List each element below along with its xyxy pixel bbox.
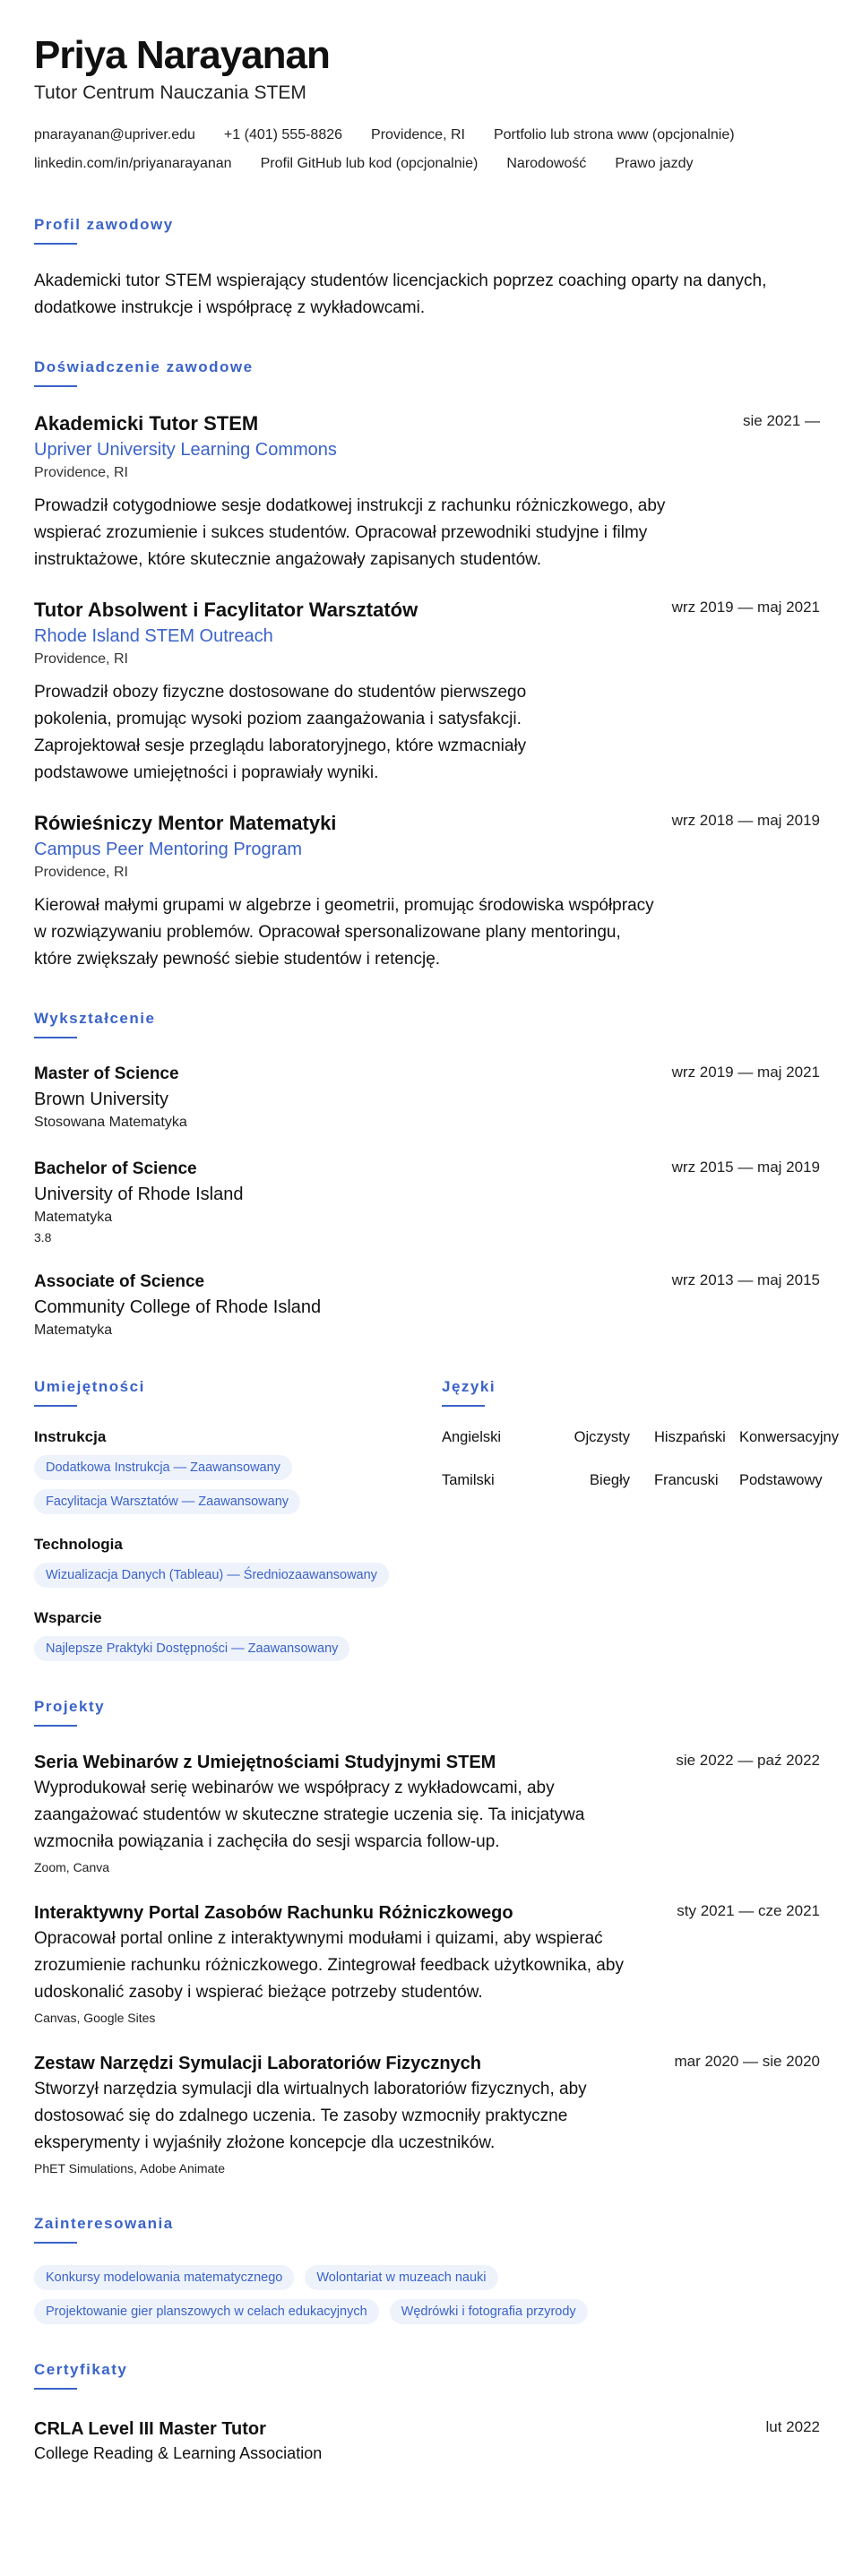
language-name: Francuski: [654, 1472, 719, 1488]
section-heading: Umiejętności: [34, 1378, 145, 1395]
language-name: Tamilski: [442, 1472, 495, 1488]
certificate-title: CRLA Level III Master Tutor: [34, 2419, 266, 2439]
job-location: Providence, RI: [34, 651, 128, 667]
project-item: [34, 2051, 820, 2178]
section-heading: Certyfikaty: [34, 2361, 128, 2378]
contact-linkedin[interactable]: linkedin.com/in/priyanarayanan: [34, 156, 232, 171]
section-divider: [442, 1405, 485, 1407]
skill-chips: [34, 1455, 442, 1514]
section-heading: Profil zawodowy: [34, 216, 174, 233]
language-level: Ojczysty: [574, 1429, 630, 1445]
project-title: Zestaw Narzędzi Symulacji Laboratoriów Fizycznych: [34, 2054, 482, 2073]
project-description: Opracował portal online z interaktywnymi modułami i quizami, aby wspierać zrozumienie rachunku różniczkowego. Zintegrował feedback użytkownika, aby udoskonalić zasoby i wspierać bieżące potrzeby studentów.: [34, 1929, 624, 2002]
edu-field: Stosowana Matematyka: [34, 1115, 187, 1130]
job-description: Kierował małymi grupami w algebrze i geometrii, promując środowiska współpracy w rozwiązywaniu problemów. Opracował spersonalizowane plany mentoringu, które zwiększały pewność siebie studentów i retencję.: [34, 896, 654, 969]
job-date: sie 2021 —: [743, 412, 820, 429]
language-name: Hiszpański: [654, 1429, 726, 1445]
job-title: Tutor Absolwent i Facylitator Warsztatów: [34, 599, 418, 621]
candidate-name: Priya Narayanan: [34, 33, 330, 77]
section-divider: [34, 1405, 77, 1407]
skill-category: Instrukcja: [34, 1428, 107, 1445]
experience-item: [34, 810, 820, 973]
language-row: [442, 1426, 839, 1448]
job-description: Prowadził obozy fizyczne dostosowane do studentów pierwszego pokolenia, promując wysoki poziom zaangażowania i satysfakcji. Zaprojektował sesje przeglądu laboratoryjnego, które wzmacniały podstawowe umiejętności i poprawiały wyniki.: [34, 683, 527, 782]
section-heading: Projekty: [34, 1698, 106, 1715]
certificates-list: [34, 2417, 820, 2465]
education-section: [34, 1009, 820, 1341]
education-list: [34, 1062, 820, 1341]
edu-field: Matematyka: [34, 1322, 113, 1338]
interest-chip: Projektowanie gier planszowych w celach edukacyjnych: [34, 2299, 379, 2324]
section-divider: [34, 1037, 77, 1038]
edu-field: Matematyka: [34, 1210, 113, 1225]
language-name: Angielski: [442, 1429, 502, 1445]
section-divider: [34, 1725, 77, 1727]
project-title: Seria Webinarów z Umiejętnościami Studyjnymi STEM: [34, 1753, 496, 1772]
experience-list: [34, 410, 820, 973]
interest-chip: Wolontariat w muzeach nauki: [305, 2265, 497, 2290]
edu-date: wrz 2015 — maj 2019: [671, 1159, 820, 1176]
certificate-issuer: College Reading & Learning Association: [34, 2444, 323, 2462]
project-item: [34, 1900, 820, 2028]
interest-chip: Konkursy modelowania matematycznego: [34, 2265, 294, 2290]
section-heading: Zainteresowania: [34, 2215, 174, 2232]
job-title: Akademicki Tutor STEM: [34, 412, 259, 435]
section-divider: [34, 243, 77, 245]
skill-chip: Wizualizacja Danych (Tableau) — Średniozaawansowany: [34, 1563, 389, 1588]
contact-location: Providence, RI: [371, 127, 465, 142]
edu-degree: Associate of Science: [34, 1272, 205, 1291]
project-description: Wyprodukował serię webinarów we współpracy z wykładowcami, aby zaangażować studentów w skuteczne strategie uczenia się. Ta inicjatywa wzmocniła powiązania i zachęciła do sesji wsparcia follow-up.: [34, 1779, 585, 1851]
project-description: Stworzył narzędzia symulacji dla wirtualnych laboratoriów fizycznych, aby dostosować się do zdalnego uczenia. Te zasoby wzmocniły praktyczne eksperymenty i wyjaśniły złożone koncepcje dla uczestników.: [34, 2080, 587, 2152]
job-date: wrz 2018 — maj 2019: [671, 812, 820, 829]
projects-section: [34, 1697, 820, 2178]
section-divider: [34, 385, 77, 387]
skills-list: [34, 1426, 442, 1661]
language-row: [442, 1469, 823, 1491]
edu-degree: Bachelor of Science: [34, 1159, 197, 1178]
project-date: mar 2020 — sie 2020: [674, 2053, 820, 2070]
project-tools: PhET Simulations, Adobe Animate: [34, 2161, 225, 2175]
project-date: sie 2022 — paź 2022: [676, 1752, 820, 1769]
interest-chips: [34, 2265, 679, 2324]
interests-section: [34, 2214, 820, 2324]
contact-nationality: Narodowość: [506, 156, 587, 171]
education-item: [34, 1157, 820, 1246]
project-item: [34, 1750, 820, 1877]
project-title: Interaktywny Portal Zasobów Rachunku Różniczkowego: [34, 1903, 513, 1923]
certificate-date: lut 2022: [765, 2418, 820, 2435]
projects-list: [34, 1750, 820, 2178]
contact-email[interactable]: pnarayanan@upriver.edu: [34, 127, 195, 142]
job-location: Providence, RI: [34, 465, 128, 480]
resume-header: [34, 32, 820, 174]
experience-item: [34, 597, 820, 787]
experience-section: [34, 358, 820, 973]
job-location: Providence, RI: [34, 865, 128, 880]
language-level: Biegły: [590, 1472, 630, 1488]
education-item: [34, 1062, 820, 1133]
job-description: Prowadził cotygodniowe sesje dodatkowej instrukcji z rachunku różniczkowego, aby wspierać zrozumienie i sukces studentów. Opracował przewodniki studyjne i filmy instruktażowe, które skutecznie angażowały zapisanych studentów.: [34, 496, 666, 569]
languages-section: [442, 1377, 839, 1661]
contact-list: [34, 125, 820, 174]
project-tools: Zoom, Canva: [34, 1860, 110, 1874]
job-title: Rówieśniczy Mentor Matematyki: [34, 812, 337, 834]
language-level: Podstawowy: [739, 1472, 823, 1488]
section-divider: [34, 2242, 77, 2244]
contact-github[interactable]: Profil GitHub lub kod (opcjonalnie): [260, 156, 479, 171]
section-divider: [34, 2388, 77, 2390]
contact-portfolio[interactable]: Portfolio lub strona www (opcjonalnie): [493, 127, 735, 142]
job-date: wrz 2019 — maj 2021: [671, 599, 820, 616]
education-item: [34, 1270, 820, 1341]
profile-summary: Akademicki tutor STEM wspierający studentów licencjackich poprzez coaching oparty na danych, dodatkowe instrukcje i współpracę z wykładowcami.: [34, 271, 767, 317]
languages-table: [442, 1426, 839, 1491]
edu-school: University of Rhode Island: [34, 1185, 244, 1204]
certificates-section: [34, 2360, 820, 2465]
project-date: sty 2021 — cze 2021: [677, 1902, 820, 1919]
edu-degree: Master of Science: [34, 1064, 179, 1083]
section-heading: Języki: [442, 1378, 496, 1395]
edu-school: Community College of Rhode Island: [34, 1297, 322, 1317]
skill-chip: Dodatkowa Instrukcja — Zaawansowany: [34, 1455, 292, 1480]
project-tools: Canvas, Google Sites: [34, 2011, 156, 2025]
job-organization: Upriver University Learning Commons: [34, 440, 337, 460]
edu-date: wrz 2013 — maj 2015: [671, 1271, 820, 1288]
skill-category: Technologia: [34, 1536, 123, 1553]
interest-chip: Wędrówki i fotografia przyrody: [390, 2299, 588, 2324]
skill-chips: [34, 1636, 442, 1661]
skill-chip: Facylitacja Warsztatów — Zaawansowany: [34, 1489, 300, 1514]
candidate-title: Tutor Centrum Nauczania STEM: [34, 82, 306, 103]
contact-driving-license: Prawo jazdy: [615, 156, 694, 171]
edu-date: wrz 2019 — maj 2021: [671, 1064, 820, 1081]
job-organization: Rhode Island STEM Outreach: [34, 626, 273, 646]
experience-item: [34, 410, 820, 573]
skill-chip: Najlepsze Praktyki Dostępności — Zaawansowany: [34, 1636, 349, 1661]
edu-school: Brown University: [34, 1090, 169, 1109]
skill-category: Wsparcie: [34, 1609, 102, 1626]
job-organization: Campus Peer Mentoring Program: [34, 840, 303, 859]
edu-gpa: 3.8: [34, 1230, 52, 1245]
skills-languages-row: [34, 1377, 839, 1661]
skill-chips: [34, 1563, 442, 1588]
profile-section: [34, 215, 820, 322]
certificate-item: [34, 2417, 820, 2465]
section-heading: Doświadczenie zawodowe: [34, 358, 254, 375]
language-level: Konwersacyjny: [739, 1429, 839, 1445]
contact-phone[interactable]: +1 (401) 555-8826: [223, 127, 343, 142]
skills-section: [34, 1377, 442, 1661]
section-heading: Wykształcenie: [34, 1010, 156, 1027]
